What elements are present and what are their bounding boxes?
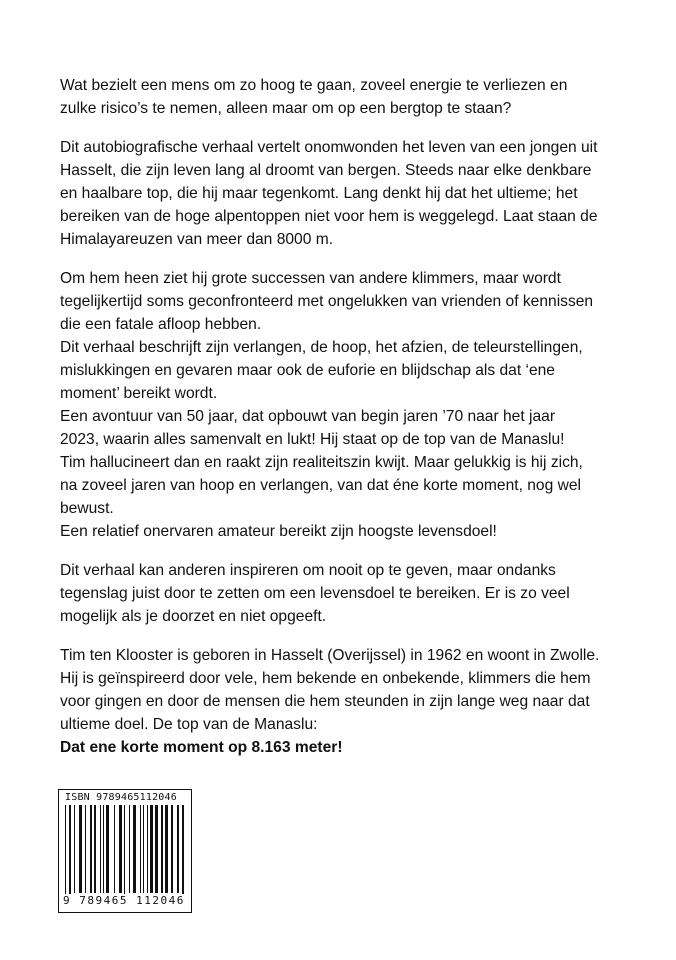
text-line: 2023, waarin alles samenvalt en lukt! Hij staat op de top van de Manaslu! <box>60 431 565 448</box>
barcode-bar <box>155 805 158 893</box>
paragraph-intro-question <box>60 74 640 120</box>
isbn-barcode <box>58 789 192 913</box>
text-line: Dit verhaal kan anderen inspireren om nooit op te geven, maar ondanks <box>60 562 556 579</box>
barcode-bar <box>143 805 144 893</box>
paragraph-inspiration <box>60 559 640 628</box>
isbn-digits: 9 789465 112046 <box>63 894 185 907</box>
text-line: en haalbare top, die hij maar tegenkomt. Lang denkt hij dat het ultieme; het <box>60 185 578 202</box>
text-line: Himalayareuzen van meer dan 8000 m. <box>60 231 334 248</box>
barcode-bar <box>165 805 168 893</box>
barcode-bar <box>74 805 75 893</box>
text-line: Dit verhaal beschrijft zijn verlangen, de hoop, het afzien, de teleurstellingen, <box>60 339 583 356</box>
text-line: mislukkingen en gevaren maar ook de euforie en blijdschap als dat ‘ene <box>60 362 555 379</box>
text-line: Om hem heen ziet hij grote successen van andere klimmers, maar wordt <box>60 270 561 287</box>
text-line: voor gingen en door de mensen die hem steunden in zijn lange weg naar dat <box>60 693 590 710</box>
text-line: Hij is geïnspireerd door vele, hem bekende en onbekende, klimmers die hem <box>60 670 591 687</box>
text-line: Tim ten Klooster is geboren in Hasselt (Overijssel) in 1962 en woont in Zwolle. <box>60 647 600 664</box>
barcode-bar <box>90 805 92 893</box>
closing-tagline: Dat ene korte moment op 8.163 meter! <box>60 739 343 756</box>
barcode-bar <box>171 805 173 893</box>
barcode-bar <box>182 805 184 899</box>
barcode-bar <box>124 805 125 899</box>
paragraph-story <box>60 267 640 543</box>
barcode-bar <box>140 805 141 893</box>
barcode-bar <box>114 805 115 893</box>
text-line: Een avontuur van 50 jaar, dat opbouwt van begin jaren ’70 naar het jaar <box>60 408 556 425</box>
barcode-bar <box>65 805 66 899</box>
barcode-bars <box>63 805 187 899</box>
barcode-bar <box>103 805 104 893</box>
text-line: zulke risico’s te nemen, alleen maar om op een bergtop te staan? <box>60 100 512 117</box>
text-line: bewust. <box>60 500 114 517</box>
barcode-bar <box>85 805 86 893</box>
barcode-bar <box>147 805 148 893</box>
barcode-bar <box>177 805 179 893</box>
barcode-bar <box>69 805 71 899</box>
barcode-bar <box>129 805 130 893</box>
text-line: die een fatale afloop hebben. <box>60 316 262 333</box>
text-line: Wat bezielt een mens om zo hoog te gaan, zoveel energie te verliezen en <box>60 77 568 94</box>
barcode-bar <box>79 805 82 893</box>
text-line: moment’ bereikt wordt. <box>60 385 218 402</box>
blurb-text <box>60 74 640 775</box>
barcode-bar <box>100 805 101 893</box>
text-line: Een relatief onervaren amateur bereikt zijn hoogste levensdoel! <box>60 523 497 540</box>
barcode-bar <box>106 805 109 893</box>
text-line: tegenslag juist door te zetten om een levensdoel te bereiken. Er is zo veel <box>60 585 570 602</box>
text-line: na zoveel jaren van hoop en verlangen, van dat éne korte moment, nog wel <box>60 477 581 494</box>
barcode-bar <box>94 805 96 893</box>
text-line: tegelijkertijd soms geconfronteerd met ongelukken van vrienden of kennissen <box>60 293 594 310</box>
paragraph-author-bio <box>60 644 640 759</box>
isbn-label: ISBN 9789465112046 <box>65 792 177 803</box>
barcode-bar <box>150 805 153 893</box>
text-line: Hasselt, die zijn leven lang al droomt van bergen. Steeds naar elke denkbare <box>60 162 592 179</box>
text-line: Tim hallucineert dan en raakt zijn realiteitszin kwijt. Maar gelukkig is hij zich, <box>60 454 583 471</box>
barcode-bar <box>161 805 163 893</box>
text-line: Dit autobiografische verhaal vertelt onomwonden het leven van een jongen uit <box>60 139 598 156</box>
barcode-bar <box>119 805 122 893</box>
text-line: bereiken van de hoge alpentoppen niet voor hem is weggelegd. Laat staan de <box>60 208 598 225</box>
barcode-bar <box>133 805 136 893</box>
text-line: ultieme doel. De top van de Manaslu: <box>60 716 318 733</box>
paragraph-autobiography <box>60 136 640 251</box>
text-line: mogelijk als je doorzet en niet opgeeft. <box>60 608 327 625</box>
